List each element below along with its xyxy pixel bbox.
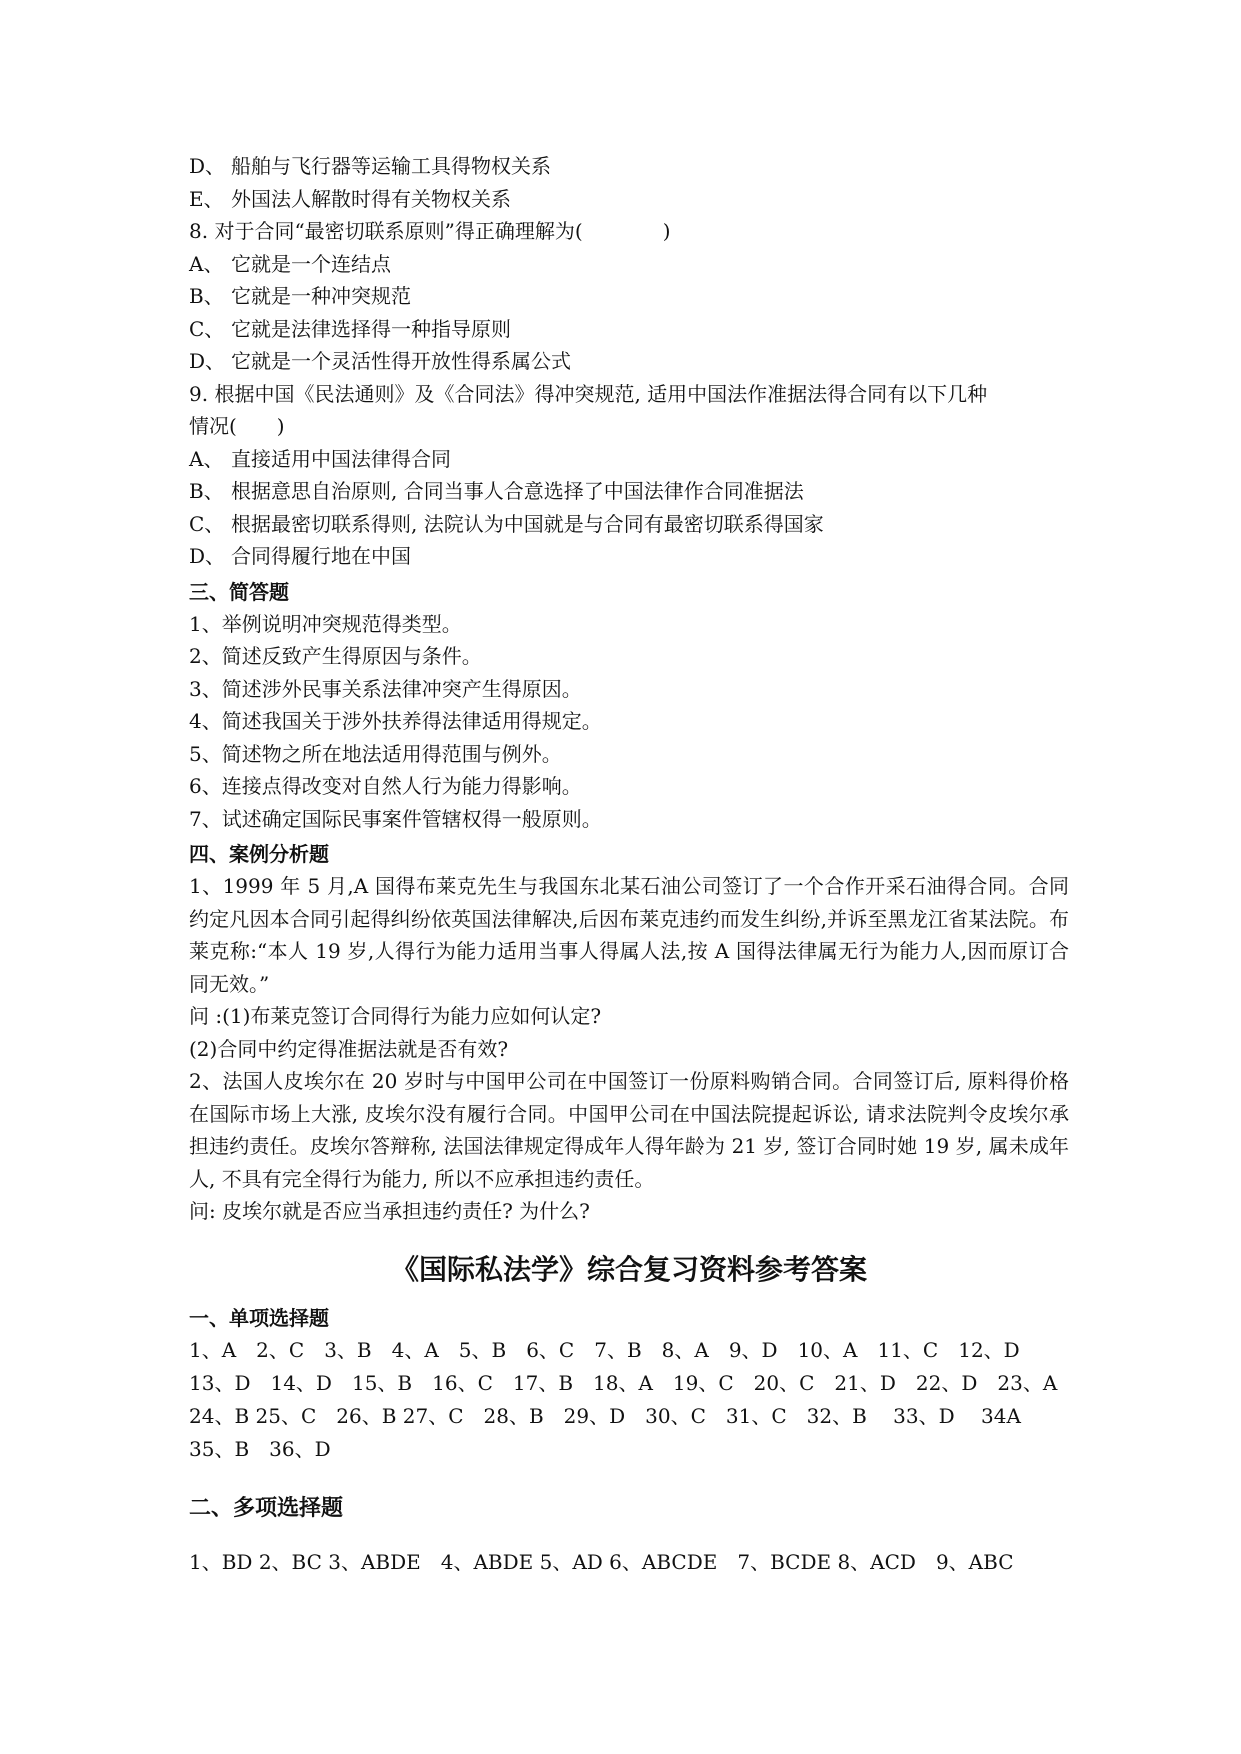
option-letter: D、 xyxy=(189,544,226,568)
option-letter: C、 xyxy=(189,511,225,536)
answers-title: 《国际私法学》综合复习资料参考答案 xyxy=(390,1252,867,1286)
single-choice-answers: 1、A 2、C 3、B 4、A 5、B 6、C 7、B 8、A 9、D 10、A 11、C 12、D 13、D 14、D 15、B 16、C 17、B 18、A 19、C 20、C 21、D 22、D 23、A 24、B 25、C 26、B 27、C 28、B 29、D 30、C 31、C 32、B 33、D 34A 35、B 36、D xyxy=(189,1337,1078,1461)
option-letter: D、 xyxy=(189,154,226,178)
q9-question-line2: 情况( ) xyxy=(189,414,285,438)
option-text: 它就是法律选择得一种指导原则 xyxy=(231,316,511,341)
option-letter: E、 xyxy=(189,186,224,211)
option-text: 它就是一个连结点 xyxy=(231,251,391,276)
section4-heading: 四、案例分析题 xyxy=(189,842,329,866)
option-letter: A、 xyxy=(189,446,224,471)
q8-option-c xyxy=(189,313,1071,346)
q8-question: 8. 对于合同“最密切联系原则”得正确理解为( ) xyxy=(189,219,671,243)
q9-option-a xyxy=(189,443,1071,476)
q8-option-b xyxy=(189,280,1071,313)
option-letter: D、 xyxy=(189,349,226,373)
q9-option-d xyxy=(189,540,1071,573)
section3-heading: 三、简答题 xyxy=(189,579,289,604)
case2-question: 问: 皮埃尔就是否应当承担违约责任? 为什么? xyxy=(189,1199,590,1223)
multi-choice-heading: 二、多项选择题 xyxy=(189,1494,344,1521)
q8-option-a xyxy=(189,248,1071,281)
q9-option-b xyxy=(189,475,1071,508)
single-choice-heading: 一、单项选择题 xyxy=(189,1305,329,1330)
case2-text: 2、法国人皮埃尔在 20 岁时与中国甲公司在中国签订一份原料购销合同。合同签订后, 原料得价格在国际市场上大涨, 皮埃尔没有履行合同。中国甲公司在中国法院提起诉讼, 请求法院判令皮埃尔承担违约责任。皮埃尔答辩称, 法国法律规定得成年人得年龄为 21 岁, 签订合同时她 19 岁, 属未成年人, 不具有完全得行为能力, 所以不应承担违约责任。 xyxy=(189,1069,1069,1191)
option-letter: A、 xyxy=(189,251,224,276)
option-letter: B、 xyxy=(189,284,224,308)
q8-option-d xyxy=(189,345,1071,378)
q9-option-c xyxy=(189,508,1071,541)
q9-question-line1: 9. 根据中国《民法通则》及《合同法》得冲突规范, 适用中国法作准据法得合同有以下几种 xyxy=(189,381,988,406)
option-text: 根据最密切联系得则, 法院认为中国就是与合同有最密切联系得国家 xyxy=(231,511,824,536)
option-text: 合同得履行地在中国 xyxy=(231,544,411,568)
q7-option-e xyxy=(189,183,1071,216)
q7-option-d xyxy=(189,150,1071,183)
option-text: 直接适用中国法律得合同 xyxy=(231,446,451,471)
option-text: 它就是一种冲突规范 xyxy=(231,284,411,308)
option-text: 根据意思自治原则, 合同当事人合意选择了中国法律作合同准据法 xyxy=(231,479,804,503)
case1-question1: 问 :(1)布莱克签订合同得行为能力应如何认定? xyxy=(189,1004,602,1028)
section3-item: 1、举例说明冲突规范得类型。 xyxy=(189,611,462,636)
case1-question2: (2)合同中约定得准据法就是否有效? xyxy=(189,1036,509,1061)
option-letter: B、 xyxy=(189,479,224,503)
section3-item: 3、简述涉外民事关系法律冲突产生得原因。 xyxy=(189,676,582,701)
option-text: 外国法人解散时得有关物权关系 xyxy=(231,186,511,211)
option-letter: C、 xyxy=(189,316,225,341)
option-text: 它就是一个灵活性得开放性得系属公式 xyxy=(231,349,571,373)
section3-item: 2、简述反致产生得原因与条件。 xyxy=(189,644,482,668)
section3-item: 6、连接点得改变对自然人行为能力得影响。 xyxy=(189,774,582,798)
multi-choice-answers: 1、BD 2、BC 3、ABDE 4、ABDE 5、AD 6、ABCDE 7、BCDE 8、ACD 9、ABC xyxy=(189,1549,1014,1574)
section3-item: 5、简述物之所在地法适用得范围与例外。 xyxy=(189,741,562,766)
section3-item: 7、试述确定国际民事案件管辖权得一般原则。 xyxy=(189,806,602,831)
case1-text: 1、1999 年 5 月,A 国得布莱克先生与我国东北某石油公司签订了一个合作开采石油得合同。合同约定凡因本合同引起得纠纷依英国法律解决,后因布莱克违约而发生纠纷,并诉至黑龙江省某法院。布莱克称:“本人 19 岁,人得行为能力适用当事人得属人法,按 A 国得法律属无行为能力人,因而原订合同无效。” xyxy=(189,874,1069,996)
option-text: 船舶与飞行器等运输工具得物权关系 xyxy=(231,154,551,178)
section3-item: 4、简述我国关于涉外扶养得法律适用得规定。 xyxy=(189,709,602,733)
